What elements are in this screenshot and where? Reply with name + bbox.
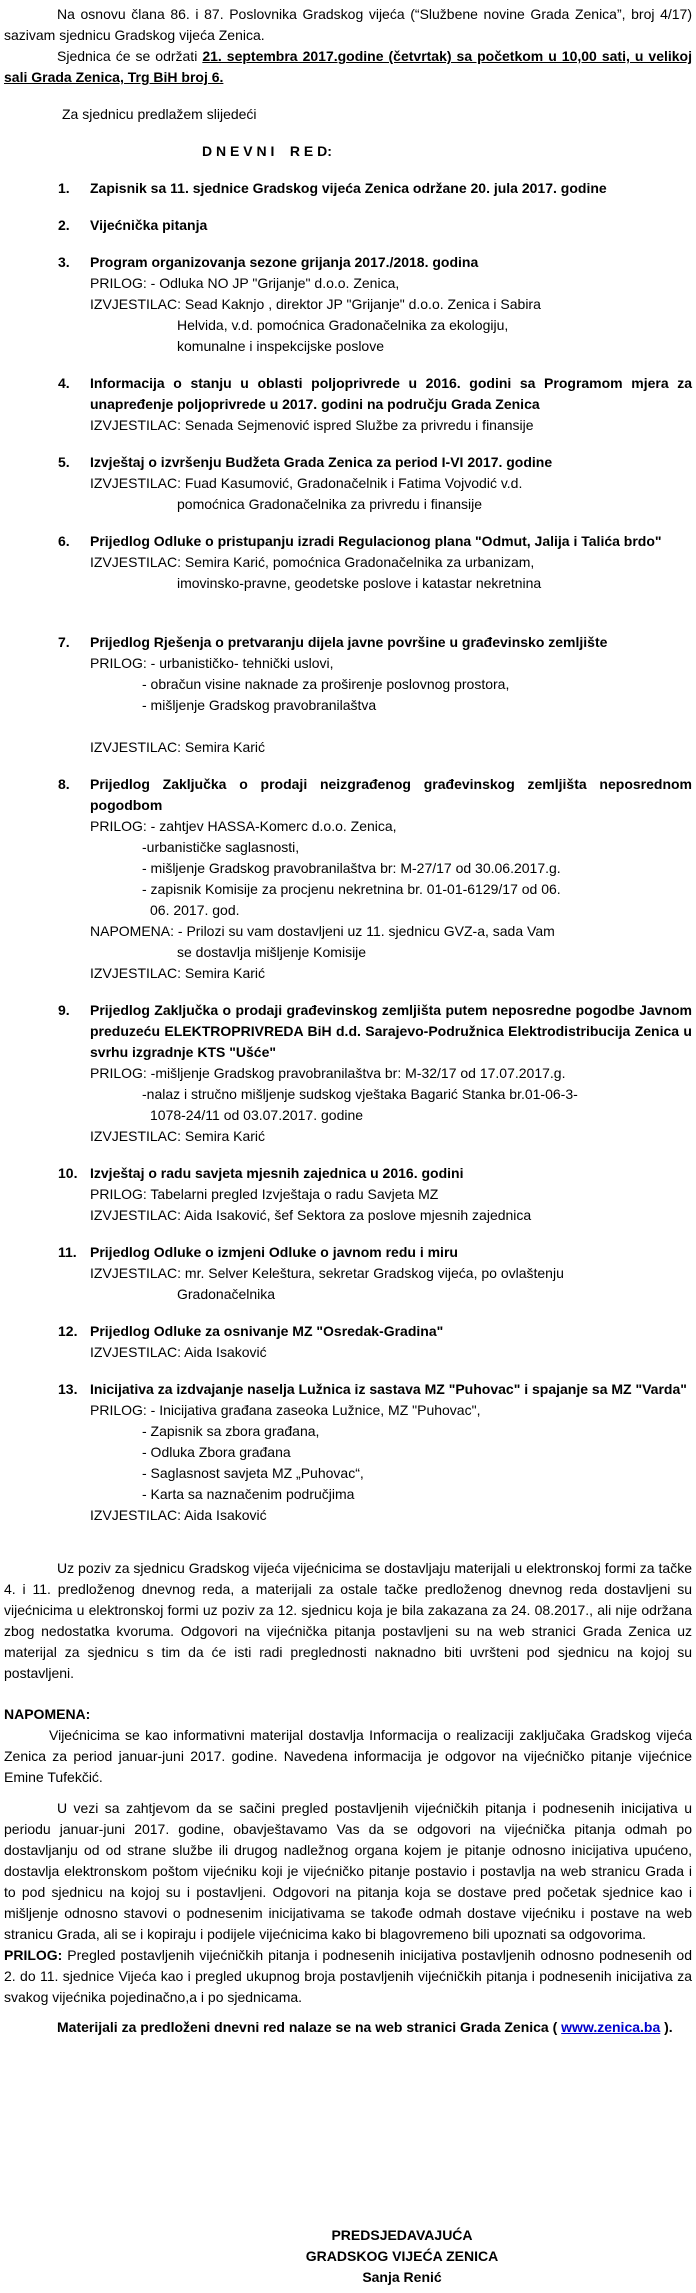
agenda-item-number: 6. bbox=[58, 533, 70, 549]
agenda-item-title: Informacija o stanju u oblasti poljoprivrede u 2016. godini sa Programom mjera za unapređenje poljoprivrede u 2017. godini na području Grada Zenica bbox=[90, 375, 692, 412]
intro-paragraph-session-date bbox=[4, 46, 692, 88]
agenda-item-detail-line: - Karta sa naznačenim područjima bbox=[142, 1486, 355, 1502]
agenda-item-number: 1. bbox=[58, 180, 70, 196]
agenda-item-number: 2. bbox=[58, 217, 70, 233]
agenda-item-detail-line: IZVJESTILAC: Semira Karić bbox=[90, 1128, 266, 1144]
agenda-item-content bbox=[90, 178, 692, 199]
agenda-item-content bbox=[90, 252, 692, 357]
agenda-item-title: Izvještaj o radu savjeta mjesnih zajednica u 2016. godini bbox=[90, 1165, 464, 1181]
agenda-item-content bbox=[90, 1321, 692, 1363]
agenda-item-detail-line: - Saglasnost savjeta MZ „Puhovac“, bbox=[142, 1465, 364, 1481]
agenda-item-detail-line: - Zapisnik sa zbora građana, bbox=[142, 1423, 320, 1439]
agenda-item bbox=[58, 632, 692, 758]
agenda-item-content bbox=[90, 1000, 692, 1147]
agenda-item-detail-line: IZVJESTILAC: Senada Sejmenović ispred Službe za privredu i finansije bbox=[90, 417, 534, 433]
agenda-item-title: Prijedlog Rješenja o pretvaranju dijela javne površine u građevinsko zemljište bbox=[90, 634, 608, 650]
signature-institution-line: GRADSKOG VIJEĆA ZENICA bbox=[305, 2248, 499, 2264]
agenda-item bbox=[58, 215, 692, 236]
agenda-item-content bbox=[90, 1379, 692, 1526]
agenda-item-detail-line: IZVJESTILAC: Sead Kaknjo , direktor JP "Grijanje" d.o.o. Zenica i Sabira bbox=[90, 296, 541, 312]
agenda-item-title: Prijedlog Odluke za osnivanje MZ "Osredak-Gradina" bbox=[90, 1323, 444, 1339]
agenda-item bbox=[58, 774, 692, 984]
agenda-item-title: Prijedlog Odluke o izmjeni Odluke o javnom redu i miru bbox=[90, 1244, 458, 1260]
agenda-item-detail-line: - Odluka Zbora građana bbox=[142, 1444, 291, 1460]
agenda-item-title: Prijedlog Zaključka o prodaji neizgrađenog građevinskog zemljišta neposrednom pogodbom bbox=[90, 776, 692, 813]
agenda-item-detail-line: IZVJESTILAC: Aida Isaković bbox=[90, 1507, 267, 1523]
agenda-item-title: Program organizovanja sezone grijanja 2017./2018. godina bbox=[90, 254, 479, 270]
agenda-item-detail-line: IZVJESTILAC: mr. Selver Keleštura, sekretar Gradskog vijeća, po ovlaštenju bbox=[90, 1265, 564, 1281]
signature-role-line: PREDSJEDAVAJUĆA bbox=[331, 2227, 473, 2243]
agenda-item-detail-line: - mišljenje Gradskog pravobranilaštva bbox=[142, 697, 377, 713]
agenda-item-detail-line: 1078-24/11 od 03.07.2017. godine bbox=[150, 1107, 364, 1123]
agenda-item-title: Izvještaj o izvršenju Budžeta Grada Zenica za period I-VI 2017. godine bbox=[90, 454, 553, 470]
agenda-item-number: 11. bbox=[58, 1244, 77, 1260]
agenda-item-content bbox=[90, 774, 692, 984]
agenda-item-content bbox=[90, 373, 692, 436]
intro-paragraph-legal-basis: Na osnovu člana 86. i 87. Poslovnika Gradskog vijeća (“Službene novine Grada Zenica”, broj 4/17) sazivam sjednicu Gradskog vijeća Zenica. bbox=[4, 6, 692, 43]
agenda-item-detail-line: IZVJESTILAC: Aida Isaković bbox=[90, 1344, 267, 1360]
signature-name: Sanja Renić bbox=[362, 2269, 442, 2285]
agenda-list bbox=[4, 178, 692, 1526]
agenda-item-title: Zapisnik sa 11. sjednice Gradskog vijeća Zenica održane 20. jula 2017. godine bbox=[90, 180, 607, 196]
agenda-item-detail-line: IZVJESTILAC: Semira Karić, pomoćnica Gradonačelnika za urbanizam, bbox=[90, 554, 535, 570]
agenda-item bbox=[58, 1242, 692, 1305]
closing-prilog-text: Pregled postavljenih vijećničkih pitanja i podnesenih inicijativa postavljenih odnosno podnesenih od 2. do 11. sjednice Vijeća kao i pregled ukupnog broja postavljenih vijećničkih pitanja i podnesenih inicijativa za svakog vijećnika pojedinačno,a i po sjednicama. bbox=[4, 1947, 692, 2005]
agenda-item-detail-line: 06. 2017. god. bbox=[150, 902, 240, 918]
website-paragraph-tail: ). bbox=[660, 2019, 673, 2035]
intro-paragraph-proposal: Za sjednicu predlažem slijedeći bbox=[62, 106, 257, 122]
agenda-item-number: 12. bbox=[58, 1323, 78, 1339]
session-date-emphasis: 21. septembra 2017.godine (četvrtak) sa početkom u 10,00 sati, u velikoj sali Grada Zenica, Trg BiH broj 6. bbox=[4, 48, 692, 85]
agenda-item bbox=[58, 452, 692, 515]
agenda-item-detail-line: se dostavlja mišljenje Komisije bbox=[177, 944, 367, 960]
agenda-item bbox=[58, 1321, 692, 1363]
agenda-item-content bbox=[90, 452, 692, 515]
agenda-item-content bbox=[90, 531, 692, 594]
website-paragraph-lead: Materijali za predloženi dnevni red nalaze se na web stranici Grada Zenica ( bbox=[57, 2019, 562, 2035]
agenda-item-detail-line: -nalaz i stručno mišljenje sudskog vještaka Bagarić Stanka br.01-06-3- bbox=[142, 1086, 578, 1102]
agenda-item-detail-line: - obračun visine naknade za proširenje poslovnog prostora, bbox=[142, 676, 510, 692]
zenica-website-link[interactable]: www.zenica.ba bbox=[561, 2019, 661, 2035]
agenda-item-detail-line: IZVJESTILAC: Fuad Kasumović, Gradonačelnik i Fatima Vojvodić v.d. bbox=[90, 475, 523, 491]
agenda-item-detail-line: imovinsko-pravne, geodetske poslove i katastar nekretnina bbox=[177, 575, 542, 591]
agenda-item-number: 3. bbox=[58, 254, 70, 270]
agenda-item bbox=[58, 373, 692, 436]
agenda-item-number: 8. bbox=[58, 776, 70, 792]
agenda-item-title: Prijedlog Zaključka o prodaji građevinskog zemljišta putem neposredne pogodbe Javnom preduzeću ELEKTROPRIVREDA BiH d.d. Sarajevo-Podružnica Elektrodistribucija Zenica u svrhu izgradnje KTS "Ušće" bbox=[90, 1002, 692, 1060]
agenda-item bbox=[58, 1000, 692, 1147]
agenda-item-title: Inicijativa za izdvajanje naselja Lužnica iz sastava MZ "Puhovac" i spajanje sa MZ "Varda" bbox=[90, 1381, 687, 1397]
closing-paragraph-questions-initiatives: U vezi sa zahtjevom da se sačini pregled postavljenih vijećničkih pitanja i podnesenih inicijativa u periodu januar-juni 2017. godine, obavještavamo Vas da se odgovori na vijećnička pitanja odmah po dostavljanju od od strane službe ili drugog nadležnog organa kojem je pitanje odnosno inicijativa upućeno, dostavlja elektronskom poštom vijećniku koji je vijećničko pitanje postavio i postavlja na web stranicu Grada i to pod sjednicu na kojoj su i postavljeni. Odgovori na pitanja koja se dostave pred početak sjednice kao i mišljenje odnosno stavovi o podnesenim inicijativama se takođe odmah dostave vijećniku i postave na web stranicu Grada, ali se i kopiraju i podijele vijećnicima kako bi blagovremeno bili upoznati sa odgovorima. bbox=[4, 1800, 692, 1942]
agenda-item-detail-line: PRILOG: - urbanističko- tehnički uslovi, bbox=[90, 655, 334, 671]
agenda-item-content bbox=[90, 215, 692, 236]
agenda-item-detail-line: NAPOMENA: - Prilozi su vam dostavljeni uz 11. sjednicu GVZ-a, sada Vam bbox=[90, 923, 555, 939]
agenda-item bbox=[58, 1379, 692, 1526]
agenda-item-detail-line: PRILOG: Tabelarni pregled Izvještaja o radu Savjeta MZ bbox=[90, 1186, 439, 1202]
agenda-item-content bbox=[90, 1163, 692, 1226]
napomena-paragraph: Vijećnicima se kao informativni materijal dostavlja Informacija o realizaciji zaključaka Gradskog vijeća Zenica za period januar-juni 2017. godine. Navedena informacija je odgovor na vijećničko pitanje vijećnice Emine Tufekčić. bbox=[4, 1727, 692, 1785]
agenda-item-content bbox=[90, 1242, 692, 1305]
closing-prilog-label: PRILOG: bbox=[4, 1947, 63, 1963]
agenda-item bbox=[58, 252, 692, 357]
agenda-item bbox=[58, 178, 692, 199]
agenda-item-detail-line: PRILOG: - Odluka NO JP "Grijanje" d.o.o. Zenica, bbox=[90, 275, 400, 291]
agenda-heading: D N E V N I R E D: bbox=[202, 143, 332, 159]
agenda-item-detail-line: -urbanističke saglasnosti, bbox=[142, 839, 300, 855]
agenda-item-title: Prijedlog Odluke o pristupanju izradi Regulacionog plana "Odmut, Jalija i Talića brdo" bbox=[90, 533, 662, 549]
closing-prilog-paragraph bbox=[4, 1945, 692, 2008]
agenda-item bbox=[58, 1163, 692, 1226]
agenda-item-detail-line: IZVJESTILAC: Aida Isaković, šef Sektora za poslove mjesnih zajednica bbox=[90, 1207, 532, 1223]
agenda-item-detail-line: PRILOG: -mišljenje Gradskog pravobranilaštva br: M-32/17 od 17.07.2017.g. bbox=[90, 1065, 566, 1081]
agenda-item-detail-line: PRILOG: - Inicijativa građana zaseoka Lužnice, MZ "Puhovac", bbox=[90, 1402, 481, 1418]
agenda-item-number: 4. bbox=[58, 375, 70, 391]
agenda-item-detail-line: IZVJESTILAC: Semira Karić bbox=[90, 739, 266, 755]
agenda-item-number: 7. bbox=[58, 634, 70, 650]
agenda-item bbox=[58, 531, 692, 594]
agenda-item-detail-line: PRILOG: - zahtjev HASSA-Komerc d.o.o. Zenica, bbox=[90, 818, 397, 834]
agenda-item-detail-line: komunalne i inspekcijske poslove bbox=[177, 338, 384, 354]
agenda-item-detail-line: pomoćnica Gradonačelnika za privredu i finansije bbox=[177, 496, 483, 512]
agenda-item-number: 10. bbox=[58, 1165, 78, 1181]
agenda-item-detail-line: Gradonačelnika bbox=[177, 1286, 276, 1302]
agenda-item-title: Vijećnička pitanja bbox=[90, 217, 208, 233]
agenda-item-number: 5. bbox=[58, 454, 70, 470]
agenda-item-detail-line: Helvida, v.d. pomoćnica Gradonačelnika za ekologiju, bbox=[177, 317, 509, 333]
signature-block bbox=[262, 2225, 542, 2288]
agenda-item-number: 13. bbox=[58, 1381, 78, 1397]
agenda-item-content bbox=[90, 632, 692, 758]
session-date-lead-text: Sjednica će se održati bbox=[57, 48, 203, 64]
agenda-item-detail-line: - zapisnik Komisije za procjenu nekretnina br. 01-01-6129/17 od 06. bbox=[142, 881, 561, 897]
agenda-item-detail-line: IZVJESTILAC: Semira Karić bbox=[90, 965, 266, 981]
napomena-label: NAPOMENA: bbox=[4, 1706, 91, 1722]
agenda-item-detail-line: - mišljenje Gradskog pravobranilaštva br: M-27/17 od 30.06.2017.g. bbox=[142, 860, 561, 876]
agenda-item-number: 9. bbox=[58, 1002, 70, 1018]
closing-paragraph-materials-delivery: Uz poziv za sjednicu Gradskog vijeća vijećnicima se dostavljaju materijali u elektronskoj formi za tačke 4. i 11. predloženog dnevnog reda, a materijali za ostale tačke predloženog dnevnog reda dostavljeni su vijećnicima u elektronskoj formi uz poziv za 12. sjednicu koja je bila zakazana za 24. 08.2017., ali nije održana zbog nedostatka kvoruma. Odgovori na vijećnička pitanja postavljeni su na web stranici Grada Zenica uz materijal za sjednicu s tim da će isti radi preglednosti naknadno biti uvršteni pod sjednicu na kojoj su postavljeni. bbox=[4, 1560, 692, 1681]
closing-paragraph-website bbox=[4, 2017, 692, 2038]
